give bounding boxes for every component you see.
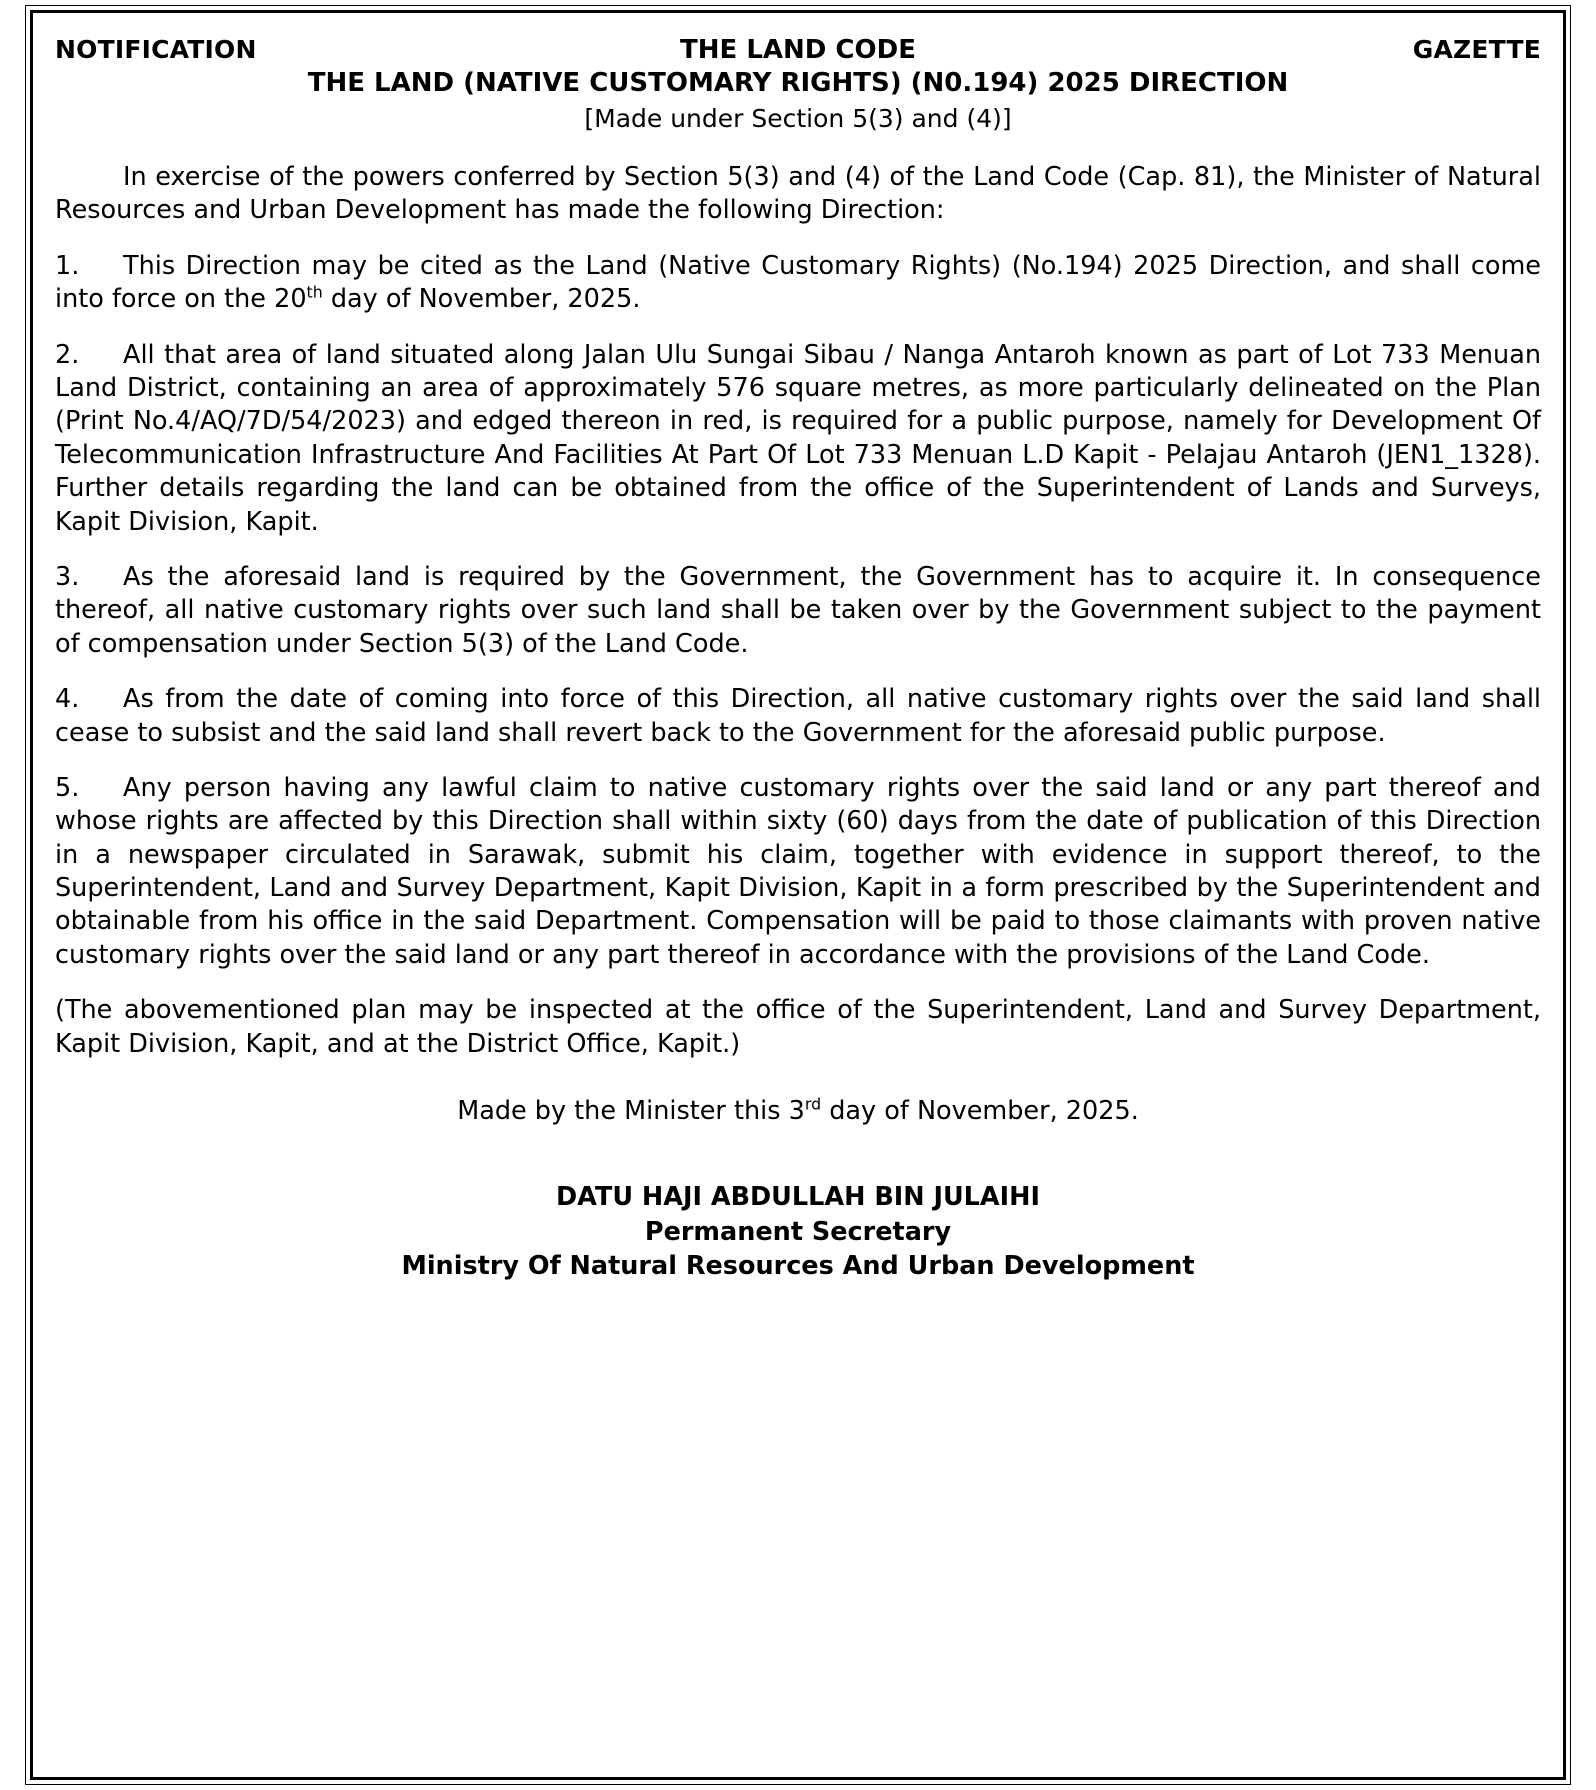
signature-block	[55, 1180, 1541, 1283]
clause-3-text: As the aforesaid land is required by the Government, the Government has to acquire it. In consequence thereof, all native customary rights over such land shall be taken over by the Government subject to the payment of compensation under Section 5(3) of the Land Code.	[55, 561, 1541, 659]
clause-1-number: 1.	[55, 250, 80, 281]
clause-1-text-a: This Direction may be cited as the Land (Native Customary Rights) (No.194) 2025 Direction, and shall come into force on the 20	[55, 250, 1541, 315]
preamble-text: In exercise of the powers conferred by Section 5(3) and (4) of the Land Code (Cap. 81), the Minister of Natural Resources and Urban Development has made the following Direction:	[55, 162, 1541, 226]
clause-5	[55, 772, 1541, 972]
gazette-label: GAZETTE	[1412, 35, 1541, 64]
clause-4-text: As from the date of coming into force of this Direction, all native customary rights over the said land shall cease to subsist and the said land shall revert back to the Government for the aforesaid public purpose.	[55, 684, 1541, 748]
title-land-code: THE LAND CODE	[680, 35, 916, 65]
made-by-line	[55, 1095, 1541, 1128]
clause-4	[55, 683, 1541, 750]
preamble-paragraph	[55, 161, 1541, 228]
clause-2	[55, 339, 1541, 539]
title-direction: THE LAND (NATIVE CUSTOMARY RIGHTS) (N0.194) 2025 DIRECTION	[307, 68, 1289, 99]
clause-1	[55, 250, 1541, 317]
document-body	[55, 161, 1541, 1284]
signatory-name: DATU HAJI ABDULLAH BIN JULAIHI	[556, 1182, 1040, 1213]
clause-4-number: 4.	[55, 684, 80, 715]
title-block	[55, 34, 1541, 135]
title-made-under: [Made under Section 5(3) and (4)]	[584, 103, 1012, 133]
clause-5-number: 5.	[55, 772, 80, 803]
clause-3	[55, 561, 1541, 661]
clause-1-ordinal-suffix: th	[306, 282, 323, 302]
clause-2-number: 2.	[55, 339, 80, 370]
signatory-ministry: Ministry Of Natural Resources And Urban Development	[401, 1251, 1195, 1282]
made-by-text-b: day of November, 2025.	[821, 1096, 1139, 1127]
signatory-role: Permanent Secretary	[644, 1216, 952, 1247]
notification-label: NOTIFICATION	[55, 35, 257, 64]
clause-2-text: All that area of land situated along Jalan Ulu Sungai Sibau / Nanga Antaroh known as part of Lot 733 Menuan Land District, containing an area of approximately 576 square metres, as more particularly delineated on the Plan (Print No.4/AQ/7D/54/2023) and edged thereon in red, is required for a public purpose, namely for Development Of Telecommunication Infrastructure And Facilities At Part Of Lot 733 Menuan L.D Kapit - Pelajau Antaroh (JEN1_1328). Further details regarding the land can be obtained from the office of the Superintendent of Lands and Surveys, Kapit Division, Kapit.	[55, 339, 1541, 537]
notice-frame	[30, 10, 1566, 1780]
made-by-ordinal-suffix: rd	[804, 1094, 822, 1114]
clause-5-text: Any person having any lawful claim to native customary rights over the said land or any part thereof and whose rights are affected by this Direction shall within sixty (60) days from the date of publication of this Direction in a newspaper circulated in Sarawak, submit his claim, together with evidence in support thereof, to the Superintendent, Land and Survey Department, Kapit Division, Kapit in a form prescribed by the Superintendent and obtainable from his office in the said Department. Compensation will be paid to those claimants with proven native customary rights over the said land or any part thereof in accordance with the provisions of the Land Code.	[55, 772, 1541, 970]
clause-3-number: 3.	[55, 561, 80, 592]
plan-inspection-note: (The abovementioned plan may be inspected at the office of the Superintendent, Land and Survey Department, Kapit Division, Kapit, and at the District Office, Kapit.)	[55, 995, 1541, 1059]
clause-1-text-b: day of November, 2025.	[322, 284, 641, 315]
made-by-text-a: Made by the Minister this 3	[457, 1096, 805, 1127]
